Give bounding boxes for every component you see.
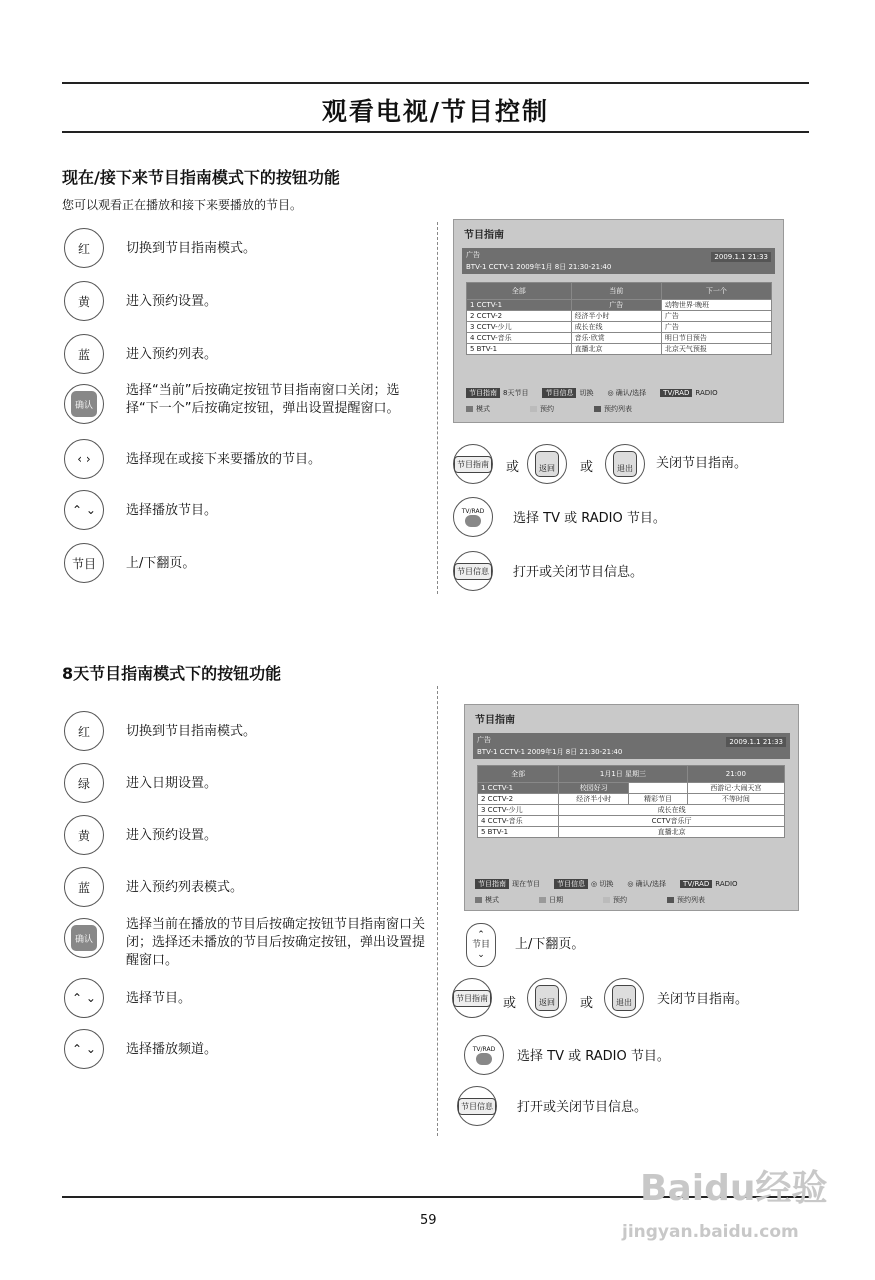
color-swatch-icon: [667, 897, 674, 903]
page-key[interactable]: [466, 923, 496, 967]
footer-color-item: [475, 895, 499, 905]
next-cell: 广告: [661, 322, 771, 333]
remote-key-4[interactable]: [64, 439, 104, 479]
exit-icon: 退出: [612, 985, 636, 1011]
guide-footer: [475, 879, 791, 889]
now-cell: 广告: [571, 300, 661, 311]
remote-key-2[interactable]: [64, 334, 104, 374]
section2-title: 8天节目指南模式下的按钮功能: [62, 664, 282, 683]
tv-radio-key-label: TV/RAD: [472, 1045, 496, 1053]
column-header: 下一个: [661, 283, 771, 300]
info-bar-line1: 广告: [477, 736, 491, 744]
footer-color-item: [466, 404, 490, 414]
remote-key-6[interactable]: [64, 543, 104, 583]
tv-radio-icon: [476, 1053, 492, 1065]
page-desc: 上/下翻页。: [515, 937, 585, 952]
program-info-bar: [462, 248, 775, 274]
channel-cell: 3 CCTV-少儿: [478, 805, 559, 816]
remote-key-label: 黄: [77, 294, 90, 309]
footer-key: 节目信息: [554, 879, 588, 889]
tv-radio-icon: [465, 515, 481, 527]
table-row[interactable]: [478, 783, 785, 794]
channel-cell: 2 CCTV-2: [467, 311, 572, 322]
guide-table: [466, 282, 772, 355]
footer-text: 现在节目: [512, 880, 540, 888]
next-cell: 北京天气预报: [661, 344, 771, 355]
program-cell: 西游记·大闹天宫: [687, 783, 784, 794]
time-header: 21:00: [687, 766, 784, 783]
remote-key-label: 确认: [71, 391, 97, 417]
guide-screen-8day: [464, 704, 799, 911]
remote-key-desc: 选择播放频道。: [126, 1042, 218, 1057]
next-cell: 广告: [661, 311, 771, 322]
footer-key: 节目指南: [475, 879, 509, 889]
tv-radio-key[interactable]: [464, 1035, 504, 1075]
info-bar-datetime: 2009.1.1 21:33: [726, 737, 786, 747]
footer-item: [607, 388, 646, 398]
channel-cell: 4 CCTV-音乐: [467, 333, 572, 344]
remote-key-desc: 选择节目。: [126, 991, 192, 1006]
top-rule: [62, 82, 809, 84]
page-title: 观看电视/节目控制: [321, 97, 550, 126]
channel-cell: 5 BTV-1: [467, 344, 572, 355]
footer-text: 预约: [540, 405, 554, 413]
color-swatch-icon: [466, 406, 473, 412]
footer-key: TV/RAD: [660, 389, 692, 397]
footer-text: 预约: [613, 896, 627, 904]
program-info-bar: [473, 733, 790, 759]
title-rule: [62, 131, 809, 133]
back-key[interactable]: [527, 978, 567, 1018]
footer-text: ◎ 确认/选择: [627, 880, 667, 888]
program-cell: 经济半小时: [559, 794, 629, 805]
column-header: 全部: [467, 283, 572, 300]
table-row[interactable]: [467, 322, 772, 333]
next-cell: 明日节目预告: [661, 333, 771, 344]
remote-key-desc: 上/下翻页。: [126, 556, 196, 571]
program-cell: [629, 783, 687, 794]
or-label: 或: [506, 460, 520, 475]
tv-radio-desc: 选择 TV 或 RADIO 节目。: [517, 1049, 670, 1064]
remote-key-label: 节目: [71, 556, 96, 571]
info-key[interactable]: [453, 551, 493, 591]
program-cell: 不等时间: [687, 794, 784, 805]
table-row[interactable]: [467, 300, 772, 311]
program-cell: 成长在线: [559, 805, 785, 816]
watermark-url: jingyan.baidu.com: [622, 1222, 799, 1242]
now-cell: 音乐·欣赏: [571, 333, 661, 344]
chevron-down-icon: ⌄: [477, 950, 485, 960]
footer-text: 切换: [579, 389, 594, 397]
footer-key: 节目信息: [542, 388, 576, 398]
remote-key-desc: 进入预约列表。: [126, 347, 218, 362]
program-cell: 校园好习: [559, 783, 629, 794]
footer-key: 节目指南: [466, 388, 500, 398]
channel-cell: 3 CCTV-少儿: [467, 322, 572, 333]
channel-cell: 1 CCTV-1: [478, 783, 559, 794]
table-row[interactable]: [467, 344, 772, 355]
color-swatch-icon: [594, 406, 601, 412]
footer-text: ◎ 切换: [591, 880, 614, 888]
or-label: 或: [580, 996, 594, 1011]
footer-text: RADIO: [715, 880, 738, 888]
footer-color-item: [603, 895, 627, 905]
column-header: 当前: [571, 283, 661, 300]
remote-key-2[interactable]: [64, 815, 104, 855]
back-icon: 返回: [535, 985, 559, 1011]
footer-text: 预约列表: [604, 405, 632, 413]
footer-text: 预约列表: [677, 896, 705, 904]
table-row[interactable]: [478, 794, 785, 805]
info-bar-line1: 广告: [466, 251, 480, 259]
remote-key-desc: 选择“当前”后按确定按钮节目指南窗口关闭；选择“下一个”后按确定按钮，弹出设置提醒窗口。: [126, 383, 400, 416]
footer-item: [466, 388, 528, 398]
guide-key-label: 节目指南: [454, 456, 492, 473]
remote-key-desc: 进入日期设置。: [126, 776, 218, 791]
info-bar-line2: BTV-1 CCTV-1 2009年1月 8日 21:30-21:40: [466, 263, 612, 271]
table-row[interactable]: [467, 333, 772, 344]
remote-key-4[interactable]: [64, 918, 104, 958]
tv-radio-key-label: TV/RAD: [461, 507, 485, 515]
info-bar-line2: BTV-1 CCTV-1 2009年1月 8日 21:30-21:40: [477, 748, 623, 756]
remote-key-label: ⌃ ⌄: [72, 503, 96, 517]
remote-key-label: ‹ ›: [77, 452, 91, 466]
remote-key-0[interactable]: [64, 228, 104, 268]
footer-item: [475, 879, 540, 889]
tv-radio-desc: 选择 TV 或 RADIO 节目。: [513, 511, 666, 526]
remote-key-desc: 选择播放节目。: [126, 503, 218, 518]
remote-key-label: 红: [77, 724, 90, 739]
channel-cell: 4 CCTV-音乐: [478, 816, 559, 827]
info-key-label: 节目信息: [454, 563, 492, 580]
footer-item: [660, 389, 718, 397]
remote-key-5[interactable]: [64, 490, 104, 530]
exit-key[interactable]: [604, 978, 644, 1018]
now-cell: 成长在线: [571, 322, 661, 333]
page-key-label: 节目: [471, 940, 490, 950]
remote-key-0[interactable]: [64, 711, 104, 751]
guide-key[interactable]: [452, 978, 492, 1018]
section1-intro: 您可以观看正在播放和接下来要播放的节目。: [62, 198, 303, 212]
guide-screen-now-next: [453, 219, 784, 423]
footer-item: [554, 879, 613, 889]
chevron-up-icon: ⌃: [477, 930, 485, 940]
remote-key-desc: 选择现在或接下来要播放的节目。: [126, 452, 322, 467]
table-row[interactable]: [478, 827, 785, 838]
footer-color-item: [530, 404, 554, 414]
remote-key-6[interactable]: [64, 1029, 104, 1069]
remote-key-label: 绿: [77, 776, 90, 791]
table-row[interactable]: [478, 816, 785, 827]
guide-footer-colors: [466, 404, 776, 414]
guide-footer: [466, 388, 776, 398]
remote-key-label: 蓝: [77, 347, 90, 362]
footer-text: 日期: [549, 896, 563, 904]
remote-key-desc: 进入预约设置。: [126, 828, 218, 843]
info-key-label: 节目信息: [458, 1098, 496, 1115]
remote-key-1[interactable]: [64, 763, 104, 803]
back-icon: 返回: [535, 451, 559, 477]
guide-key-label: 节目指南: [453, 990, 491, 1007]
now-cell: 直播北京: [571, 344, 661, 355]
footer-item: [627, 879, 666, 889]
channel-cell: 5 BTV-1: [478, 827, 559, 838]
exit-key[interactable]: [605, 444, 645, 484]
footer-text: RADIO: [695, 389, 718, 397]
info-bar-datetime: 2009.1.1 21:33: [711, 252, 771, 262]
remote-key-desc: 进入预约设置。: [126, 294, 218, 309]
footer-color-item: [539, 895, 563, 905]
footer-text: ◎ 确认/选择: [607, 389, 647, 397]
guide-key[interactable]: [453, 444, 493, 484]
color-swatch-icon: [539, 897, 546, 903]
info-desc: 打开或关闭节目信息。: [517, 1100, 648, 1115]
guide-footer-colors: [475, 895, 791, 905]
next-cell: 动物世界·晚班: [661, 300, 771, 311]
remote-key-label: 确认: [71, 925, 97, 951]
remote-key-label: ⌃ ⌄: [72, 991, 96, 1005]
footer-color-item: [667, 895, 705, 905]
table-row[interactable]: [467, 311, 772, 322]
page-number: 59: [420, 1213, 437, 1228]
remote-key-label: 黄: [77, 828, 90, 843]
channel-cell: 2 CCTV-2: [478, 794, 559, 805]
guide-table: [477, 765, 785, 838]
footer-key: TV/RAD: [680, 880, 712, 888]
footer-color-item: [594, 404, 632, 414]
section1-divider: [437, 222, 438, 594]
close-guide-desc: 关闭节目指南。: [656, 456, 748, 471]
color-swatch-icon: [530, 406, 537, 412]
program-cell: CCTV音乐厅: [559, 816, 785, 827]
back-key[interactable]: [527, 444, 567, 484]
remote-key-label: 红: [77, 241, 90, 256]
table-row[interactable]: [478, 805, 785, 816]
footer-text: 模式: [485, 896, 499, 904]
remote-key-label: 蓝: [77, 880, 90, 895]
color-swatch-icon: [475, 897, 482, 903]
program-cell: 直播北京: [559, 827, 785, 838]
footer-text: 模式: [476, 405, 490, 413]
remote-key-desc: 选择当前在播放的节目后按确定按钮节目指南窗口关闭；选择还未播放的节目后按确定按钮，弹出设置提醒窗口。: [126, 917, 426, 968]
channel-cell: 1 CCTV-1: [467, 300, 572, 311]
exit-icon: 退出: [613, 451, 637, 477]
table-header: [478, 766, 785, 783]
remote-key-1[interactable]: [64, 281, 104, 321]
tv-radio-key[interactable]: [453, 497, 493, 537]
section2-divider: [437, 686, 438, 1136]
remote-key-label: ⌃ ⌄: [72, 1042, 96, 1056]
or-label: 或: [503, 996, 517, 1011]
remote-key-3[interactable]: [64, 384, 104, 424]
guide-screen-title: 节目指南: [475, 715, 515, 726]
footer-item: [542, 388, 593, 398]
or-label: 或: [580, 460, 594, 475]
section1-title: 现在/接下来节目指南模式下的按钮功能: [62, 168, 340, 187]
info-desc: 打开或关闭节目信息。: [513, 565, 644, 580]
remote-key-3[interactable]: [64, 867, 104, 907]
watermark-logo: Baidu经验: [640, 1168, 828, 1209]
date-header: 1月1日 星期三: [559, 766, 688, 783]
footer-item: [680, 880, 738, 888]
table-header: [467, 283, 772, 300]
footer-text: 8天节目: [503, 389, 529, 397]
remote-key-desc: 切换到节目指南模式。: [126, 241, 257, 256]
program-cell: 精彩节目: [629, 794, 687, 805]
guide-screen-title: 节目指南: [464, 230, 504, 241]
remote-key-desc: 切换到节目指南模式。: [126, 724, 257, 739]
color-swatch-icon: [603, 897, 610, 903]
remote-key-desc: 进入预约列表模式。: [126, 880, 244, 895]
column-header: 全部: [478, 766, 559, 783]
now-cell: 经济半小时: [571, 311, 661, 322]
remote-key-5[interactable]: [64, 978, 104, 1018]
close-guide-desc: 关闭节目指南。: [657, 992, 749, 1007]
info-key[interactable]: [457, 1086, 497, 1126]
